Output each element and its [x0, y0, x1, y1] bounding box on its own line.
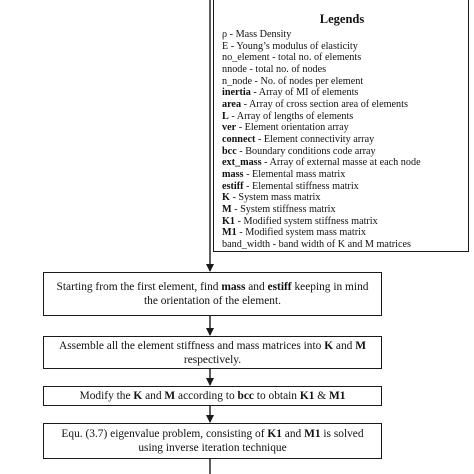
legend-description: - Array of lengths of elements [228, 110, 354, 122]
step-text-run: & [314, 390, 329, 402]
legend-term: inertia [222, 87, 251, 99]
legend-description: - No. of nodes per element [252, 75, 364, 87]
legend-box [213, 0, 469, 252]
legend-term: no_element [222, 52, 270, 64]
legend-description: - Modified system mass matrix [236, 227, 367, 239]
step-keyword: estiff [267, 281, 292, 293]
step-text-run: is solved using inverse iteration technique [138, 428, 364, 454]
legend-term: bcc [222, 145, 237, 157]
legend-term: M [222, 203, 232, 215]
legend-item [222, 29, 462, 41]
legend-description: - Array of MI of elements [250, 87, 359, 99]
legend-description: - Elemental stiffness matrix [243, 180, 359, 192]
step-keyword: M1 [328, 390, 346, 402]
legend-term: area [222, 98, 242, 110]
step-keyword: K1 [267, 428, 282, 440]
legend-term: mass [222, 168, 244, 180]
step-text-run: Assemble all the element stiffness and mass matrices into [59, 339, 325, 352]
legend-title: Legends [319, 12, 365, 26]
step-keyword: mass [221, 281, 246, 293]
legend-term: ρ [222, 29, 228, 40]
step-text-run: Equ. (3.7) eigenvalue problem, consisting of [61, 428, 268, 440]
step-keyword: K [133, 390, 143, 402]
process-step-assemble-matrices [43, 336, 382, 369]
step-text-run: keeping in mind the orientation of the element. [144, 281, 369, 307]
legend-description: - band width of K and M matrices [270, 238, 412, 250]
legend-item [222, 134, 462, 146]
legend-item [222, 227, 462, 239]
legend-item [222, 146, 462, 158]
step-keyword: M1 [304, 428, 321, 440]
legend-description: - Young’s modulus of elasticity [228, 40, 358, 52]
legend-description: - total no. of elements [269, 52, 362, 64]
legend-term: estiff [222, 180, 244, 192]
legend-item [222, 192, 462, 204]
step-text [54, 339, 371, 367]
legend-term: K [222, 192, 230, 204]
step-text-run: and [142, 390, 165, 402]
step-keyword: M [355, 339, 366, 352]
step-text-run: according to [175, 390, 238, 402]
step-keyword: bcc [237, 390, 254, 402]
legend-item [222, 157, 462, 169]
step-keyword: K [324, 339, 334, 352]
legend-item [222, 52, 462, 64]
legend-description: - Boundary conditions code array [236, 145, 376, 157]
legend-item [222, 216, 462, 228]
legend-term: n_node [222, 75, 252, 87]
legend-item [222, 181, 462, 193]
step-keyword: M [164, 390, 176, 402]
legend-description: - System mass matrix [229, 192, 321, 204]
legend-term: ext_mass [222, 157, 262, 169]
legend-term: band_width [222, 238, 271, 250]
legend-description: - total no. of nodes [246, 63, 327, 75]
legend-description: - Array of cross section area of elements [241, 98, 408, 110]
legend-description: - System stiffness matrix [231, 203, 336, 215]
step-keyword: K1 [299, 390, 315, 402]
legend-item [222, 99, 462, 111]
legend-description: - Element connectivity array [255, 133, 375, 145]
process-step-solve-eigenvalue-problem [43, 423, 382, 459]
process-step-find-element-matrices [43, 272, 382, 316]
legend-term: nnode [222, 63, 247, 75]
legend-term: ver [222, 122, 237, 134]
legend-description: - Elemental mass matrix [243, 168, 346, 180]
legend-list [222, 29, 462, 250]
process-step-apply-boundary-conditions [43, 386, 382, 406]
legend-item [222, 239, 462, 251]
step-text-run: and [281, 428, 305, 440]
legend-item [222, 87, 462, 99]
legend-item [222, 122, 462, 134]
legend-item [222, 204, 462, 216]
legend-term: K1 [222, 215, 236, 227]
legend-description: - Element orientation array [236, 122, 349, 134]
legend-description: - Mass Density [227, 29, 292, 40]
legend-description: - Modified system stiffness matrix [235, 215, 378, 227]
legend-item [222, 41, 462, 53]
step-text [54, 427, 371, 455]
legend-item [222, 169, 462, 181]
legend-item [222, 76, 462, 88]
step-text [54, 280, 371, 308]
legend-term: M1 [222, 227, 237, 239]
step-text [80, 389, 346, 403]
step-text-run: respectively. [183, 353, 242, 366]
legend-term: connect [222, 133, 256, 145]
legend-item [222, 111, 462, 123]
step-text-run: to obtain [253, 390, 300, 402]
step-text-run: Starting from the first element, find [56, 281, 222, 293]
step-text-run: and [333, 339, 356, 352]
step-text-run: and [245, 281, 268, 293]
legend-description: - Array of external masse at each node [261, 157, 421, 169]
legend-term: E [222, 40, 229, 52]
legend-term: L [222, 110, 229, 122]
step-text-run: Modify the [79, 390, 134, 402]
legend-item [222, 64, 462, 76]
